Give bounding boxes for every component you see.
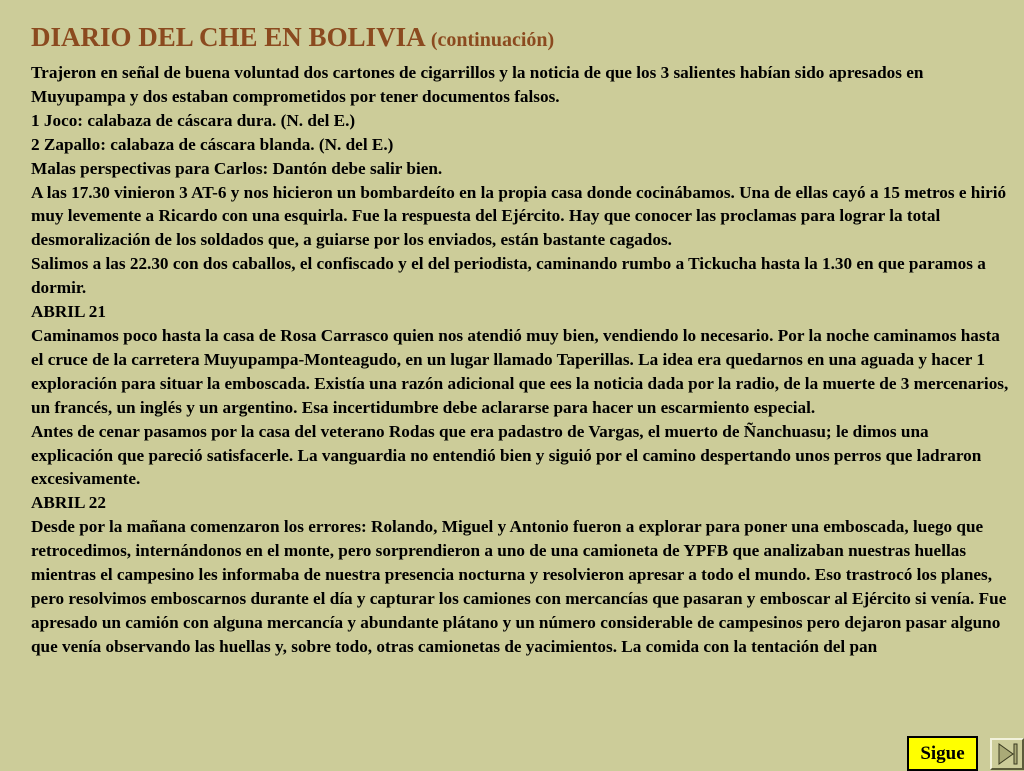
paragraph-bombardeo: A las 17.30 vinieron 3 AT-6 y nos hicieron un bombardeíto en la propia casa donde cocinábamos. Una de ellas cayó a 15 metros e hirió muy levemente a Ricardo con una esquirla. Fue la respuesta del Ejército. Hay que conocer las proclamas para lograr la total desmoralización de los soldados que, a guiarse por los enviados, están bastante cagados. <box>31 182 1007 250</box>
paragraph-abril-21: Caminamos poco hasta la casa de Rosa Carrasco quien nos atendió muy bien, vendiendo lo necesario. Por la noche caminamos hasta el cruce de la carretera Muyupampa-Monteagudo, en un lugar llamado Taperillas. La idea era quedarnos en una aguada y hacer 1 exploración para situar la emboscada. Existía una razón adicional que ees la noticia dada por la radio, de la muerte de 3 mercenarios, un francés, un inglés y un argentino. Esa incertidumbre debe aclararse para hacer un escarmiento especial. <box>31 325 1009 417</box>
paragraph-salida: Salimos a las 22.30 con dos caballos, el confiscado y el del periodista, caminando rumbo a Tickucha hasta la 1.30 en que paramos a dormir. <box>31 254 986 298</box>
footnote-zapallo: 2 Zapallo: calabaza de cáscara blanda. (N. del E.) <box>31 134 394 154</box>
next-page-button[interactable]: Sigue <box>907 736 978 771</box>
paragraph-rodas: Antes de cenar pasamos por la casa del veterano Rodas que era padastro de Vargas, el muerto de Ñanchuasu; le dimos una explicación que pareció satisfacerle. La vanguardia no entendió bien y siguió por el camino despertando unos perros que ladraron excesivamente. <box>31 421 982 489</box>
paragraph-abril-22: Desde por la mañana comenzaron los errores: Rolando, Miguel y Antonio fueron a explorar para poner una emboscada, luego que retrocedimos, internándonos en el monte, pero sorprendieron a uno de una camioneta de YPFB que analizaban nuestras huellas mientras el campesino les informaba de nuestra presencia nocturna y resolvieron apresar a todo el mundo. Eso trastrocó los planes, pero resolvimos emboscarnos durante el día y capturar los camiones con mercancías que pasaran y emboscar al Ejército si venía. Fue apresado un camión con alguna mercancía y abundante plátano y un número considerable de campesinos pero dejaron pasar alguno que venía observando las huellas y, sobre todo, otras camionetas de yacimientos. La comida con la tentación del pan <box>31 517 1007 656</box>
skip-to-end-icon <box>992 740 1022 768</box>
title-subtitle: (continuación) <box>430 29 555 51</box>
footnote-joco: 1 Joco: calabaza de cáscara dura. (N. del E.) <box>31 110 356 130</box>
date-heading-abril-22: ABRIL 22 <box>31 493 106 513</box>
paragraph-perspectivas: Malas perspectivas para Carlos: Dantón debe salir bien. <box>31 158 443 178</box>
title-main: DIARIO DEL CHE EN BOLIVIA <box>31 22 425 52</box>
page-title <box>31 19 554 58</box>
date-heading-abril-21: ABRIL 21 <box>31 302 106 322</box>
last-page-button[interactable] <box>990 738 1024 770</box>
diary-body <box>31 61 1013 659</box>
paragraph-cigarettes: Trajeron en señal de buena voluntad dos cartones de cigarrillos y la noticia de que los 3 salientes habían sido apresados en Muyupampa y dos estaban comprometidos por tener documentos falsos. <box>31 63 924 106</box>
